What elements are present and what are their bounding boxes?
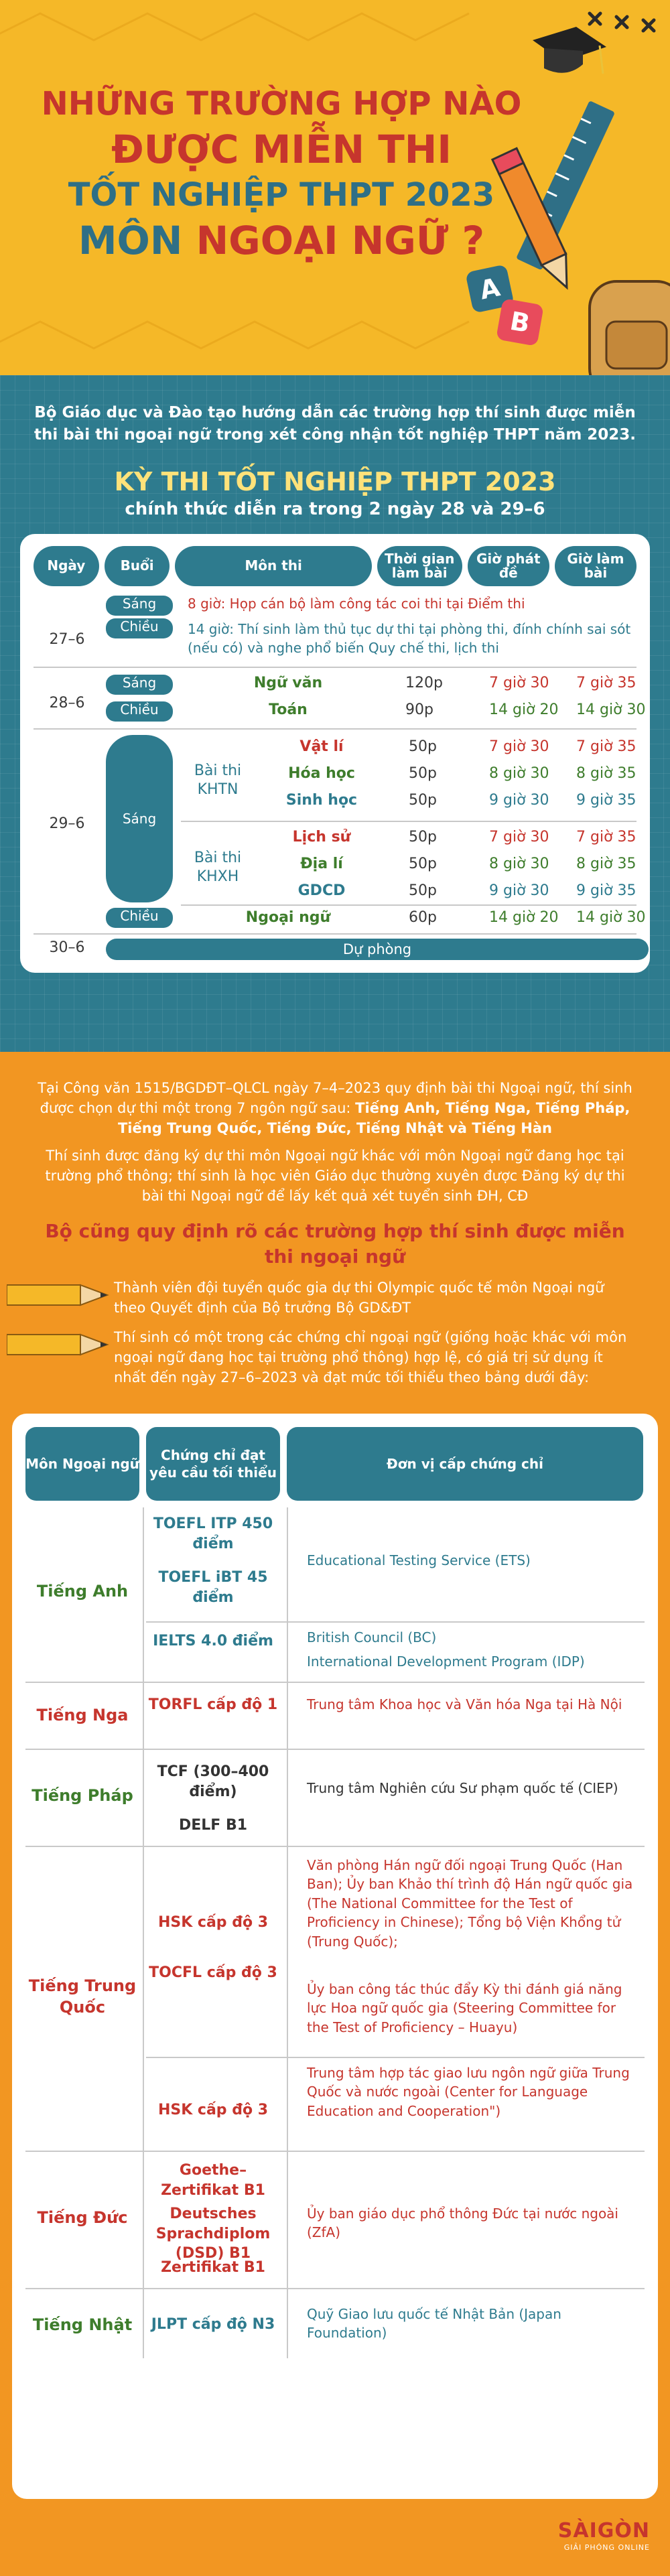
row-divider bbox=[146, 1621, 645, 1623]
biology-duration: 50p bbox=[409, 791, 437, 809]
language-release: 14 giờ 20 bbox=[489, 908, 559, 926]
lang-german: Tiếng Đức bbox=[37, 2208, 128, 2227]
subject-history: Lịch sử bbox=[292, 828, 351, 845]
cert-ielts: IELTS 4.0 điểm bbox=[153, 1633, 273, 1649]
title-line-4 bbox=[0, 216, 563, 265]
header-day: Ngày bbox=[34, 546, 99, 586]
cross-marks-icon bbox=[590, 13, 654, 31]
pencil-bullet-icon bbox=[7, 1328, 114, 1363]
lang-english: Tiếng Anh bbox=[36, 1581, 129, 1601]
issuer-ciep: Trung tâm Nghiên cứu Sư phạm quốc tế (CIEP) bbox=[307, 1780, 618, 1796]
row-divider bbox=[25, 2288, 645, 2289]
geography-start: 8 giờ 35 bbox=[576, 855, 636, 872]
math-release: 14 giờ 20 bbox=[489, 701, 559, 718]
row-divider bbox=[25, 1846, 645, 1847]
history-start: 7 giờ 35 bbox=[576, 828, 636, 845]
issuer-japan-foundation: Quỹ Giao lưu quốc tế Nhật Bản (Japan Foundation) bbox=[307, 2306, 561, 2342]
civics-duration: 50p bbox=[409, 882, 437, 899]
header-start: Giờ làm bài bbox=[555, 546, 636, 586]
day-27: 27–6 bbox=[49, 630, 85, 648]
chemistry-duration: 50p bbox=[409, 764, 437, 782]
issuer-clec: Trung tâm hợp tác giao lưu ngôn ngữ giữa Trung Quốc và nước ngoài (Center for Language Education and Cooperation") bbox=[307, 2065, 630, 2119]
chemistry-release: 8 giờ 30 bbox=[489, 764, 549, 782]
subject-physics: Vật lí bbox=[299, 738, 344, 755]
math-start: 14 giờ 30 bbox=[576, 701, 646, 718]
cert-zertifikat: Zertifikat B1 bbox=[161, 2259, 265, 2276]
khxh-label: Bài thi KHXH bbox=[194, 849, 242, 886]
title-line-1: NHỮNG TRƯỜNG HỢP NÀO bbox=[41, 85, 522, 123]
cert-toefl-ibt: TOEFL iBT 45 điểm bbox=[158, 1569, 268, 1606]
session-morning-27: Sáng bbox=[106, 596, 173, 616]
regulation-para-1 bbox=[34, 1079, 636, 1138]
regulation-para-1-text: Tại Công văn 1515/BGDĐT–QLCL ngày 7–4–2023 quy định bài thi Ngoại ngữ, thí sinh được chọn dự thi một trong 7 ngôn ngữ sau: bbox=[38, 1080, 632, 1116]
backpack-icon bbox=[590, 281, 670, 375]
session-afternoon-27: Chiều bbox=[106, 618, 173, 638]
lang-russian: Tiếng Nga bbox=[36, 1705, 129, 1724]
logo-main: SÀIGÒN bbox=[557, 2519, 650, 2543]
subject-biology: Sinh học bbox=[285, 791, 358, 809]
schedule-header bbox=[34, 546, 636, 586]
issuer-steering-committee: Ủy ban công tác thúc đẩy Kỳ thi đánh giá năng lực Hoa ngữ quốc gia (Steering Committee for the Test of Proficiency – Huayu) bbox=[307, 1981, 622, 2035]
logo-sub: GIẢI PHÓNG ONLINE bbox=[563, 2543, 650, 2552]
row-divider bbox=[146, 2057, 645, 2058]
cert-toefl-itp: TOEFL ITP 450 điểm bbox=[153, 1515, 273, 1552]
issuer-idp: International Development Program (IDP) bbox=[307, 1653, 585, 1670]
exemption-title: Bộ cũng quy định rõ các trường hợp thí sinh được miễn thi ngoại ngữ bbox=[45, 1219, 625, 1268]
issuer-zfa: Ủy ban giáo dục phổ thông Đức tại nước ngoài (ZfA) bbox=[307, 2206, 618, 2241]
certificate-section bbox=[0, 1414, 670, 2576]
cert-goethe: Goethe–Zertifikat B1 bbox=[161, 2162, 265, 2199]
physics-duration: 50p bbox=[409, 738, 437, 755]
exemption-list bbox=[34, 1278, 636, 1387]
civics-release: 9 giờ 30 bbox=[489, 882, 549, 899]
schedule-subtitle: chính thức diễn ra trong 2 ngày 28 và 29–6 bbox=[125, 498, 545, 519]
row-divider bbox=[25, 1749, 645, 1750]
certificate-table bbox=[12, 1414, 658, 2499]
cert-hsk-2: HSK cấp độ 3 bbox=[157, 2102, 269, 2118]
subject-math: Toán bbox=[269, 701, 308, 718]
geography-duration: 50p bbox=[409, 855, 437, 872]
lang-french: Tiếng Pháp bbox=[31, 1785, 133, 1805]
schedule-title: KỲ THI TỐT NGHIỆP THPT 2023 bbox=[114, 466, 556, 496]
column-divider bbox=[143, 1507, 144, 2358]
literature-release: 7 giờ 30 bbox=[489, 674, 549, 691]
cert-jlpt: JLPT cấp độ N3 bbox=[151, 2316, 275, 2333]
col-header-language: Môn Ngoại ngữ bbox=[25, 1427, 139, 1501]
row-divider bbox=[181, 904, 636, 906]
history-duration: 50p bbox=[409, 828, 437, 845]
math-duration: 90p bbox=[405, 701, 433, 718]
exemption-certificate: Thí sinh có một trong các chứng chỉ ngoại ngữ (giống hoặc khác với môn ngoại ngữ đang học tại trường phổ thông) hợp lệ, có giá trị sử dụng ít nhất đến ngày 27–6–2023 và đạt mức tối thiểu theo bảng dưới đây: bbox=[114, 1329, 627, 1385]
language-start: 14 giờ 30 bbox=[576, 908, 646, 926]
note-27-afternoon: 14 giờ: Thí sinh làm thủ tục dự thi tại phòng thi, đính chính sai sót (nếu có) và nghe phổ biến Quy chế thi, lịch thi bbox=[188, 620, 631, 656]
lang-japanese: Tiếng Nhật bbox=[32, 2315, 133, 2334]
title-line-3: TỐT NGHIỆP THPT 2023 bbox=[68, 176, 495, 214]
issuer-han-ban: Văn phòng Hán ngữ đối ngoại Trung Quốc (Han Ban); Ủy ban Khảo thí trình độ Hán ngữ quốc gia (The National Committee for the Test of Proficiency in Chinese); Tổng bộ Viện Khổng tử (Trung Quốc); bbox=[307, 1857, 633, 1950]
header-session: Buổi bbox=[105, 546, 170, 586]
row-divider bbox=[34, 933, 636, 935]
cert-dsd: Deutsches Sprachdiplom (DSD) B1 bbox=[155, 2206, 271, 2262]
header-release: Giờ phát đề bbox=[468, 546, 549, 586]
cert-delf: DELF B1 bbox=[178, 1817, 248, 1834]
column-divider bbox=[287, 1507, 288, 2358]
regulation-para-2: Thí sinh được đăng ký dự thi môn Ngoại ngữ khác với môn Ngoại ngữ đang học tại trường phổ thông; thí sinh là học viên Giáo dục thường xuyên được Đăng ký dự thi bài thi Ngoại ngữ để lấy kết quả xét tuyển sinh ĐH, CĐ bbox=[45, 1148, 625, 1205]
civics-start: 9 giờ 35 bbox=[576, 882, 636, 899]
header-duration: Thời gian làm bài bbox=[377, 546, 462, 586]
lang-chinese: Tiếng Trung Quốc bbox=[28, 1976, 137, 2017]
title-line-4-prefix: MÔN bbox=[78, 218, 183, 264]
cert-torfl: TORFL cấp độ 1 bbox=[148, 1696, 278, 1713]
col-header-issuer: Đơn vị cấp chứng chỉ bbox=[287, 1427, 643, 1501]
row-divider bbox=[25, 2151, 645, 2152]
row-divider bbox=[34, 667, 636, 668]
session-afternoon-29: Chiều bbox=[106, 908, 173, 928]
day-30: 30–6 bbox=[49, 939, 85, 956]
literature-duration: 120p bbox=[405, 674, 443, 691]
row-divider bbox=[25, 1682, 645, 1683]
note-27-morning: 8 giờ: Họp cán bộ làm công tác coi thi tại Điểm thi bbox=[188, 595, 525, 612]
graduation-cap-icon bbox=[533, 27, 606, 74]
physics-start: 7 giờ 35 bbox=[576, 738, 636, 755]
language-list: Tiếng Anh, Tiếng Nga, Tiếng Pháp, Tiếng Trung Quốc, Tiếng Đức, Tiếng Nhật và Tiếng Hàn bbox=[117, 1099, 630, 1136]
schedule-table bbox=[20, 534, 650, 973]
subject-literature: Ngữ văn bbox=[253, 674, 323, 691]
pencil-bullet-icon bbox=[7, 1278, 114, 1313]
exemption-item bbox=[7, 1278, 636, 1318]
session-morning-28: Sáng bbox=[106, 675, 173, 695]
title-line-4-highlight: NGOẠI NGỮ ? bbox=[196, 218, 485, 264]
day-29: 29–6 bbox=[49, 815, 85, 832]
subject-geography: Địa lí bbox=[300, 855, 343, 872]
block-a-icon: A bbox=[465, 264, 515, 314]
exemption-olympic: Thành viên đội tuyển quốc gia dự thi Olympic quốc tế môn Ngoại ngữ theo Quyết định của Bộ trưởng Bộ GD&ĐT bbox=[114, 1280, 604, 1316]
header-subject: Môn thi bbox=[175, 546, 371, 586]
cert-tocfl: TOCFL cấp độ 3 bbox=[149, 1964, 277, 1981]
regulation-section bbox=[0, 1052, 670, 1414]
row-divider bbox=[181, 821, 636, 822]
reserve-day: Dự phòng bbox=[106, 939, 649, 960]
col-header-certificate: Chứng chỉ đạt yêu cầu tối thiểu bbox=[146, 1427, 280, 1501]
hero-banner bbox=[0, 0, 670, 375]
exemption-item bbox=[7, 1328, 636, 1387]
biology-release: 9 giờ 30 bbox=[489, 791, 549, 809]
physics-release: 7 giờ 30 bbox=[489, 738, 549, 755]
intro-text: Bộ Giáo dục và Đào tạo hướng dẫn các trường hợp thí sinh được miễn thi bài thi ngoại ngữ trong xét công nhận tốt nghiệp THPT năm 2023. bbox=[34, 404, 636, 444]
session-morning-29: Sáng bbox=[106, 735, 173, 902]
saigon-giai-phong-logo bbox=[516, 2521, 650, 2561]
chemistry-start: 8 giờ 35 bbox=[576, 764, 636, 782]
khtn-label: Bài thi KHTN bbox=[194, 762, 242, 799]
cert-tcf: TCF (300–400 điểm) bbox=[157, 1763, 269, 1800]
title-line-2: ĐƯỢC MIỄN THI bbox=[111, 127, 452, 173]
biology-start: 9 giờ 35 bbox=[576, 791, 636, 809]
literature-start: 7 giờ 35 bbox=[576, 674, 636, 691]
subject-chemistry: Hóa học bbox=[288, 764, 355, 782]
issuer-ets: Educational Testing Service (ETS) bbox=[307, 1552, 531, 1568]
page-title bbox=[0, 84, 563, 265]
issuer-russian-center: Trung tâm Khoa học và Văn hóa Nga tại Hà Nội bbox=[307, 1696, 622, 1712]
geography-release: 8 giờ 30 bbox=[489, 855, 549, 872]
schedule-section bbox=[0, 375, 670, 1052]
subject-civics: GDCD bbox=[297, 882, 346, 899]
block-b-icon: B bbox=[496, 298, 544, 346]
row-divider bbox=[34, 728, 636, 730]
cert-hsk-1: HSK cấp độ 3 bbox=[157, 1914, 269, 1931]
session-afternoon-28: Chiều bbox=[106, 701, 173, 722]
day-28: 28–6 bbox=[49, 694, 85, 711]
history-release: 7 giờ 30 bbox=[489, 828, 549, 845]
language-duration: 60p bbox=[409, 908, 437, 926]
issuer-british-council: British Council (BC) bbox=[307, 1629, 437, 1645]
subject-foreign-language: Ngoại ngữ bbox=[245, 908, 331, 926]
